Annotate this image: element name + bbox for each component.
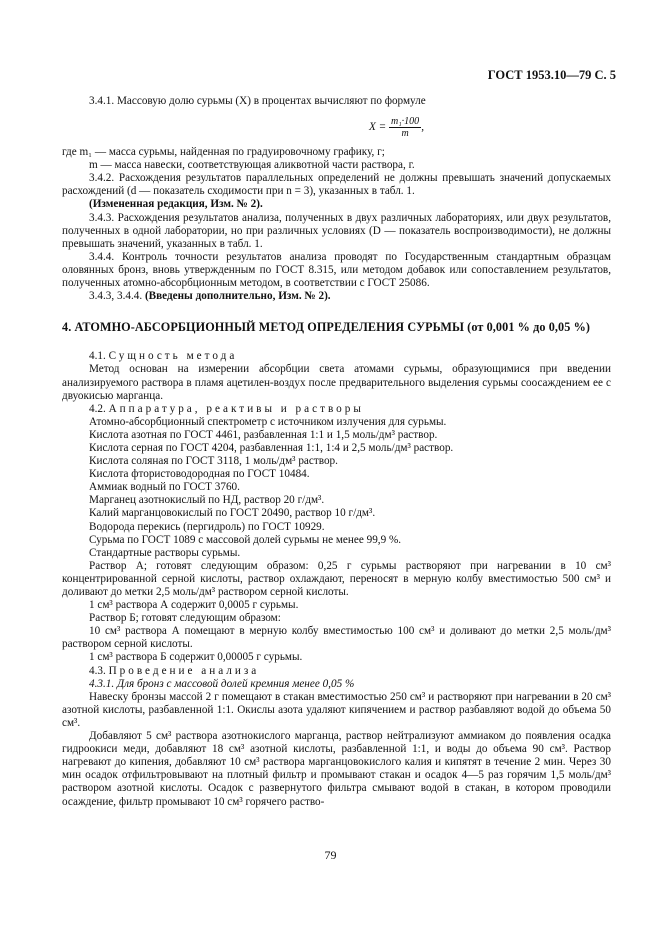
reagent-item: Сурьма по ГОСТ 1089 с массовой долей сурьмы не менее 99,9 %. [89,533,402,546]
reagent-item: Марганец азотнокислый по НД, раствор 20 г/дм³. [89,494,325,507]
paragraph-4-3-1-a: Навеску бронзы массой 2 г помещают в стакан вместимостью 250 см³ и растворяют при нагревании в 20 см³ азотной кислоты, разбавленной 1:1. Окислы азота удаляют кипячением и раствор разбавляют водой до объема 50 см³. [62,690,611,729]
amendment-note-1: (Измененная редакция, Изм. № 2). [89,198,263,211]
subsection-4-3-title: Проведение анализа [108,664,260,677]
amendment-note-2-text: (Введены дополнительно, Изм. № 2). [144,290,331,303]
reagent-item: Атомно-абсорбционный спектрометр с источником излучения для сурьмы. [89,415,447,428]
amendment-note-2-ref: 3.4.3, 3.4.4. [89,290,143,303]
solution-a-content: 1 см³ раствора А содержит 0,0005 г сурьмы. [89,599,299,612]
reagent-item: Кислота соляная по ГОСТ 3118, 1 моль/дм³ раствор. [89,455,338,468]
formula-denominator: m [401,128,409,140]
paragraph-3-4-1: 3.4.1. Массовую долю сурьмы (X) в процентах вычисляют по формуле [89,95,426,107]
section-4-title: 4. АТОМНО-АБСОРБЦИОННЫЙ МЕТОД ОПРЕДЕЛЕНИЯ СУРЬМЫ (от 0,001 % до 0,05 %) [62,320,591,335]
formula-tail: , [421,121,424,134]
paragraph-3-4-4: 3.4.4. Контроль точности результатов анализа проводят по Государственным стандартным образцам оловянных бронз, вновь утвержденным по ГОСТ 8.315, или методом добавок или сопоставлением результатов, полученных атомно-абсорбционным методом, в соответствии с ГОСТ 25086. [62,250,611,290]
page-header: ГОСТ 1953.10—79 С. 5 [487,68,616,82]
solution-b-prep: 10 см³ раствора А помещают в мерную колбу вместимостью 100 см³ и доливают до метки 2,5 моль/дм³ раствором серной кислоты. [62,625,611,651]
amendment-note-2 [62,290,611,303]
subsection-4-1-heading [62,350,611,363]
paragraph-4-3-1-b: Добавляют 5 см³ раствора азотнокислого марганца, раствор нейтрализуют аммиаком до появления осадка гидроокиси меди, добавляют 18 см³ азотной кислоты, разбавленной 1:1, и воды до объема 90 см³. Раствор нагревают до кипения, добавляют 10 см³ раствора марганцовокислого калия и кипятят в течение 2 мин. Через 30 мин осадок отфильтровывают на плотный фильтр и промывают стакан и осадок 4—5 раз горячим 1,5 моль/дм³ раствором азотной кислоты. Осадок с развернутого фильтра смывают водой в стакан, в котором проводили осаждение, фильтр промывают 10 см³ горячего раство- [62,730,611,808]
subsection-4-1-text: Метод основан на измерении абсорбции света атомами сурьмы, образующимися при введении анализируемого раствора в пламя ацетилен-воздух после предварительного выделения сурьмы соосаждением ее с двуокисью марганца. [62,363,611,402]
subsection-4-1-number: 4.1. [89,350,106,363]
subsection-4-2-number: 4.2. [89,402,106,415]
reagent-item: Водорода перекись (пергидроль) по ГОСТ 10929. [89,520,325,533]
formula-lhs: X = [369,121,387,134]
solution-a: Раствор А; готовят следующим образом: 0,25 г сурьмы растворяют при нагревании в 10 см³ концентрированной серной кислоты, раствор охлаждают, переносят в мерную колбу вместимостью 500 см³ и доливают до метки 2,5 моль/дм³ раствором серной кислоты. [62,559,611,598]
page-content [62,95,611,809]
page-number: 79 [324,848,337,862]
formula-numerator: m₁·100 [390,116,420,128]
solution-b: Раствор Б; готовят следующим образом: [89,612,281,625]
subsection-4-3-heading [62,665,611,678]
reagent-item: Кислота фтористоводородная по ГОСТ 10484. [89,468,310,481]
reagent-item: Аммиак водный по ГОСТ 3760. [89,481,240,494]
subsection-4-2-heading [62,403,611,416]
reagent-item: Кислота серная по ГОСТ 4204, разбавленная 1:1, 1:4 и 2,5 моль/дм³ раствор. [89,441,454,454]
formula-fraction [389,116,421,139]
formula [182,116,611,140]
subsection-4-3-number: 4.3. [89,664,106,677]
reagent-item: Кислота азотная по ГОСТ 4461, разбавленная 1:1 и 1,5 моль/дм³ раствор. [89,428,438,441]
paragraph-4-3-1: 4.3.1. Для бронз с массовой долей кремния менее 0,05 % [89,677,355,690]
paragraph-3-4-3: 3.4.3. Расхождения результатов анализа, полученных в двух различных лабораториях, или двух результатов, полученных в одной лаборатории, но при различных условиях (D — показатель воспроизводимости), не должны превышать значений, указанных в табл. 1. [62,211,611,250]
definition-m: m — масса навески, соответствующая аликвотной части раствора, г. [89,159,415,172]
paragraph-3-4-2: 3.4.2. Расхождения результатов параллельных определений не должны превышать значений допускаемых расхождений (d — показатель сходимости при n = 3), указанных в табл. 1. [62,172,611,198]
subsection-4-2-title: Аппаратура, реактивы и растворы [108,402,364,415]
reagent-item: Калий марганцовокислый по ГОСТ 20490, раствор 10 г/дм³. [89,507,376,520]
reagent-item: Стандартные растворы сурьмы. [89,546,241,559]
solution-b-content: 1 см³ раствора Б содержит 0,00005 г сурьмы. [89,651,303,664]
subsection-4-1-title: Сущность метода [108,350,238,363]
definition-m1: где m₁ — масса сурьмы, найденная по градуировочному графику, г; [62,146,385,159]
